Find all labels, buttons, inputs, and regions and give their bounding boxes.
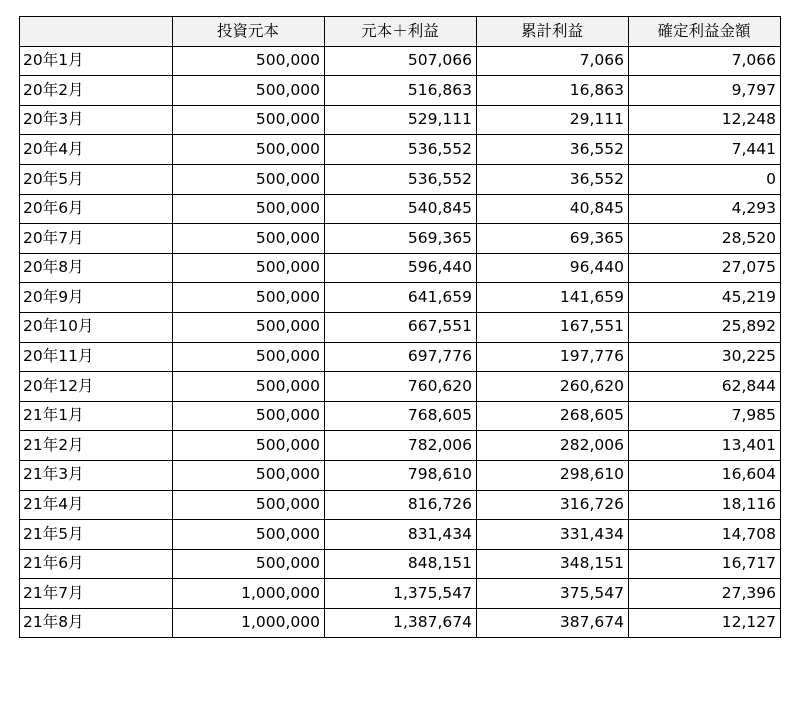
month-cell: 20年9月 <box>20 283 173 313</box>
realized-profit-cell: 27,075 <box>629 253 781 283</box>
realized-profit-cell: 16,604 <box>629 460 781 490</box>
month-cell: 21年6月 <box>20 549 173 579</box>
principal-plus-profit-cell: 536,552 <box>325 135 477 165</box>
principal-plus-profit-cell: 768,605 <box>325 401 477 431</box>
table-row <box>20 520 781 550</box>
principal-plus-profit-cell: 516,863 <box>325 76 477 106</box>
principal-plus-profit-cell: 1,387,674 <box>325 608 477 638</box>
table-row <box>20 549 781 579</box>
cumulative-profit-cell: 375,547 <box>477 579 629 609</box>
table-row <box>20 401 781 431</box>
realized-profit-cell: 4,293 <box>629 194 781 224</box>
cumulative-profit-cell: 40,845 <box>477 194 629 224</box>
header-cumulative-profit: 累計利益 <box>477 17 629 47</box>
realized-profit-cell: 25,892 <box>629 312 781 342</box>
cumulative-profit-cell: 387,674 <box>477 608 629 638</box>
table-row <box>20 460 781 490</box>
table-row <box>20 579 781 609</box>
principal-cell: 500,000 <box>173 194 325 224</box>
month-cell: 20年4月 <box>20 135 173 165</box>
principal-cell: 500,000 <box>173 431 325 461</box>
cumulative-profit-cell: 96,440 <box>477 253 629 283</box>
realized-profit-cell: 7,066 <box>629 46 781 76</box>
cumulative-profit-cell: 316,726 <box>477 490 629 520</box>
header-realized-profit: 確定利益金額 <box>629 17 781 47</box>
table-row <box>20 431 781 461</box>
principal-plus-profit-cell: 641,659 <box>325 283 477 313</box>
principal-plus-profit-cell: 596,440 <box>325 253 477 283</box>
cumulative-profit-cell: 7,066 <box>477 46 629 76</box>
principal-cell: 500,000 <box>173 76 325 106</box>
month-cell: 20年7月 <box>20 224 173 254</box>
month-cell: 21年3月 <box>20 460 173 490</box>
table-row <box>20 76 781 106</box>
principal-cell: 1,000,000 <box>173 608 325 638</box>
principal-plus-profit-cell: 782,006 <box>325 431 477 461</box>
month-cell: 21年1月 <box>20 401 173 431</box>
principal-plus-profit-cell: 540,845 <box>325 194 477 224</box>
realized-profit-cell: 62,844 <box>629 372 781 402</box>
table-row <box>20 253 781 283</box>
principal-plus-profit-cell: 536,552 <box>325 164 477 194</box>
table-row <box>20 342 781 372</box>
principal-plus-profit-cell: 507,066 <box>325 46 477 76</box>
month-cell: 21年8月 <box>20 608 173 638</box>
month-cell: 20年10月 <box>20 312 173 342</box>
month-cell: 21年2月 <box>20 431 173 461</box>
realized-profit-cell: 0 <box>629 164 781 194</box>
principal-plus-profit-cell: 831,434 <box>325 520 477 550</box>
cumulative-profit-cell: 36,552 <box>477 135 629 165</box>
principal-plus-profit-cell: 816,726 <box>325 490 477 520</box>
realized-profit-cell: 14,708 <box>629 520 781 550</box>
principal-plus-profit-cell: 529,111 <box>325 105 477 135</box>
principal-cell: 500,000 <box>173 164 325 194</box>
cumulative-profit-cell: 36,552 <box>477 164 629 194</box>
principal-plus-profit-cell: 667,551 <box>325 312 477 342</box>
principal-plus-profit-cell: 1,375,547 <box>325 579 477 609</box>
principal-cell: 500,000 <box>173 401 325 431</box>
principal-cell: 500,000 <box>173 490 325 520</box>
principal-cell: 500,000 <box>173 460 325 490</box>
header-row <box>20 17 781 47</box>
cumulative-profit-cell: 16,863 <box>477 76 629 106</box>
realized-profit-cell: 9,797 <box>629 76 781 106</box>
table-row <box>20 224 781 254</box>
table-row <box>20 135 781 165</box>
cumulative-profit-cell: 29,111 <box>477 105 629 135</box>
realized-profit-cell: 45,219 <box>629 283 781 313</box>
table-row <box>20 283 781 313</box>
month-cell: 20年3月 <box>20 105 173 135</box>
table-header <box>20 17 781 47</box>
principal-cell: 500,000 <box>173 312 325 342</box>
header-principal-plus-profit: 元本＋利益 <box>325 17 477 47</box>
realized-profit-cell: 12,127 <box>629 608 781 638</box>
table-row <box>20 490 781 520</box>
realized-profit-cell: 28,520 <box>629 224 781 254</box>
principal-cell: 500,000 <box>173 549 325 579</box>
cumulative-profit-cell: 69,365 <box>477 224 629 254</box>
principal-cell: 500,000 <box>173 520 325 550</box>
principal-cell: 500,000 <box>173 283 325 313</box>
principal-cell: 500,000 <box>173 372 325 402</box>
table-row <box>20 164 781 194</box>
month-cell: 21年4月 <box>20 490 173 520</box>
table-row <box>20 105 781 135</box>
cumulative-profit-cell: 141,659 <box>477 283 629 313</box>
principal-cell: 1,000,000 <box>173 579 325 609</box>
month-cell: 20年5月 <box>20 164 173 194</box>
principal-plus-profit-cell: 697,776 <box>325 342 477 372</box>
realized-profit-cell: 16,717 <box>629 549 781 579</box>
header-month <box>20 17 173 47</box>
table-row <box>20 194 781 224</box>
principal-cell: 500,000 <box>173 105 325 135</box>
principal-cell: 500,000 <box>173 46 325 76</box>
realized-profit-cell: 12,248 <box>629 105 781 135</box>
realized-profit-cell: 7,441 <box>629 135 781 165</box>
cumulative-profit-cell: 331,434 <box>477 520 629 550</box>
principal-plus-profit-cell: 798,610 <box>325 460 477 490</box>
profit-table <box>19 16 781 638</box>
principal-plus-profit-cell: 569,365 <box>325 224 477 254</box>
cumulative-profit-cell: 167,551 <box>477 312 629 342</box>
principal-plus-profit-cell: 848,151 <box>325 549 477 579</box>
principal-cell: 500,000 <box>173 253 325 283</box>
principal-cell: 500,000 <box>173 342 325 372</box>
table-row <box>20 372 781 402</box>
month-cell: 20年1月 <box>20 46 173 76</box>
table-row <box>20 46 781 76</box>
cumulative-profit-cell: 298,610 <box>477 460 629 490</box>
cumulative-profit-cell: 348,151 <box>477 549 629 579</box>
cumulative-profit-cell: 260,620 <box>477 372 629 402</box>
month-cell: 20年2月 <box>20 76 173 106</box>
realized-profit-cell: 30,225 <box>629 342 781 372</box>
month-cell: 21年7月 <box>20 579 173 609</box>
month-cell: 20年11月 <box>20 342 173 372</box>
table-row <box>20 312 781 342</box>
realized-profit-cell: 13,401 <box>629 431 781 461</box>
table-row <box>20 608 781 638</box>
month-cell: 20年6月 <box>20 194 173 224</box>
header-principal: 投資元本 <box>173 17 325 47</box>
cumulative-profit-cell: 197,776 <box>477 342 629 372</box>
principal-cell: 500,000 <box>173 224 325 254</box>
table-body <box>20 46 781 638</box>
cumulative-profit-cell: 282,006 <box>477 431 629 461</box>
month-cell: 20年8月 <box>20 253 173 283</box>
principal-cell: 500,000 <box>173 135 325 165</box>
cumulative-profit-cell: 268,605 <box>477 401 629 431</box>
realized-profit-cell: 7,985 <box>629 401 781 431</box>
realized-profit-cell: 27,396 <box>629 579 781 609</box>
realized-profit-cell: 18,116 <box>629 490 781 520</box>
principal-plus-profit-cell: 760,620 <box>325 372 477 402</box>
month-cell: 21年5月 <box>20 520 173 550</box>
month-cell: 20年12月 <box>20 372 173 402</box>
